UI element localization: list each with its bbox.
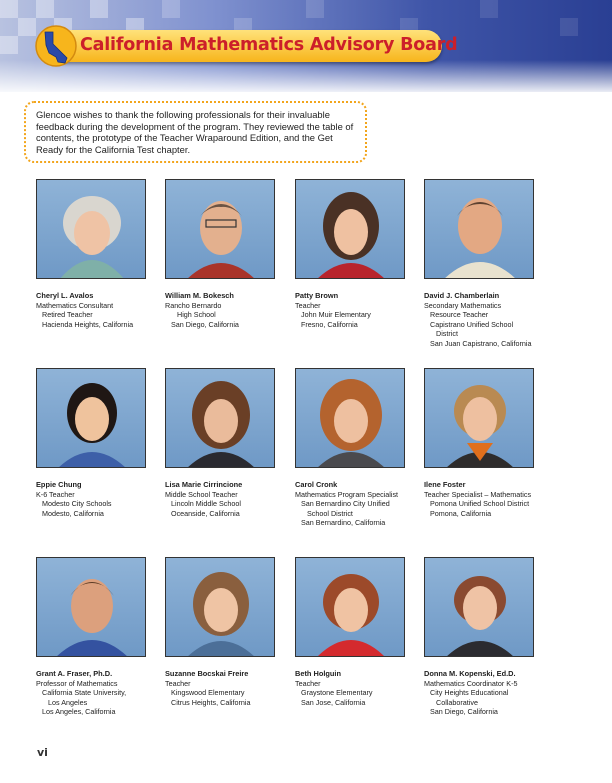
advisor-detail: Graystone Elementary xyxy=(301,688,373,698)
advisor-photo xyxy=(36,179,146,279)
advisor-name: Patty Brown xyxy=(295,291,339,300)
advisor-photo xyxy=(295,179,405,279)
advisor-detail: Fresno, California xyxy=(301,319,358,329)
advisor-card xyxy=(36,368,154,518)
advisor-detail: Teacher xyxy=(295,300,321,310)
advisor-card xyxy=(165,557,283,707)
advisor-name: Eppie Chung xyxy=(36,480,82,489)
advisor-detail: Citrus Heights, California xyxy=(171,697,251,707)
advisor-detail: Rancho Bernardo xyxy=(165,300,222,310)
advisor-name: Lisa Marie Cirrincione xyxy=(165,480,243,489)
advisor-name: William M. Bokesch xyxy=(165,291,234,300)
advisor-detail: Middle School Teacher xyxy=(165,489,238,499)
advisor-name: Suzanne Bocskai Freire xyxy=(165,669,249,678)
advisor-photo xyxy=(165,557,275,657)
advisor-detail: School District xyxy=(307,508,353,518)
advisor-card xyxy=(295,368,413,528)
advisor-detail: Pomona Unified School District xyxy=(430,499,530,509)
advisor-detail: Secondary Mathematics xyxy=(424,300,502,310)
advisor-card xyxy=(36,179,154,329)
advisor-card xyxy=(424,557,542,717)
advisor-card xyxy=(165,368,283,518)
advisor-detail: John Muir Elementary xyxy=(301,310,371,320)
advisor-detail: Modesto City Schools xyxy=(42,499,112,509)
advisor-photo xyxy=(424,557,534,657)
advisor-detail: Professor of Mathematics xyxy=(36,678,118,688)
page-title: California Mathematics Advisory Board xyxy=(80,35,458,55)
advisor-card xyxy=(295,557,413,707)
advisor-detail: Teacher xyxy=(295,678,321,688)
advisor-detail: Modesto, California xyxy=(42,508,104,518)
advisor-detail: Teacher Specialist – Mathematics xyxy=(424,489,532,499)
advisor-detail: Los Angeles xyxy=(48,697,88,707)
advisor-card xyxy=(295,179,413,329)
intro-box xyxy=(24,101,367,163)
advisor-detail: California State University, xyxy=(42,688,127,698)
advisor-detail: Kingswood Elementary xyxy=(171,688,245,698)
advisor-detail: San Diego, California xyxy=(430,707,498,717)
advisor-photo xyxy=(295,368,405,468)
advisor-card xyxy=(36,557,154,717)
advisor-detail: Pomona, California xyxy=(430,508,492,518)
advisor-detail: Los Angeles, California xyxy=(42,707,116,717)
advisor-photo xyxy=(36,557,146,657)
advisor-detail: District xyxy=(436,329,458,339)
advisor-photo xyxy=(165,368,275,468)
advisor-detail: High School xyxy=(177,310,216,320)
advisor-photo xyxy=(424,368,534,468)
intro-text: Glencoe wishes to thank the following professionals for their invaluable feedback during the development of the program. They reviewed the table of contents, the prototype of the Teacher Wraparound Edition, and the Get Ready for the California Test chapter. xyxy=(36,109,354,155)
advisor-card xyxy=(424,368,542,518)
advisor-detail: Capistrano Unified School xyxy=(430,319,514,329)
advisor-photo xyxy=(165,179,275,279)
advisor-detail: Mathematics Program Specialist xyxy=(295,489,399,499)
advisor-detail: Mathematics Coordinator K-5 xyxy=(424,678,518,688)
advisor-photo xyxy=(424,179,534,279)
advisor-name: David J. Chamberlain xyxy=(424,291,500,300)
advisor-card xyxy=(165,179,283,329)
advisor-detail: Teacher xyxy=(165,678,191,688)
advisor-card xyxy=(424,179,542,348)
advisor-detail: Mathematics Consultant xyxy=(36,300,114,310)
california-state-icon xyxy=(34,24,78,68)
advisor-detail: K-6 Teacher xyxy=(36,489,75,499)
advisor-name: Carol Cronk xyxy=(295,480,338,489)
advisor-photo xyxy=(295,557,405,657)
advisor-detail: City Heights Educational xyxy=(430,688,509,698)
advisor-detail: Oceanside, California xyxy=(171,508,240,518)
advisor-name: Cheryl L. Avalos xyxy=(36,291,94,300)
advisor-detail: San Jose, California xyxy=(301,697,366,707)
advisor-detail: Retired Teacher xyxy=(42,310,93,320)
advisor-name: Grant A. Fraser, Ph.D. xyxy=(36,669,113,678)
advisor-detail: San Diego, California xyxy=(171,319,239,329)
advisor-detail: Resource Teacher xyxy=(430,310,489,320)
page-number: vi xyxy=(37,746,48,759)
advisor-detail: San Bernardino City Unified xyxy=(301,499,390,509)
advisor-detail: Lincoln Middle School xyxy=(171,499,241,509)
advisor-detail: San Juan Capistrano, California xyxy=(430,338,532,348)
advisor-name: Ilene Foster xyxy=(424,480,466,489)
advisor-name: Donna M. Kopenski, Ed.D. xyxy=(424,669,516,678)
advisor-name: Beth Holguin xyxy=(295,669,341,678)
advisor-detail: Hacienda Heights, California xyxy=(42,319,134,329)
advisor-detail: Collaborative xyxy=(436,697,478,707)
advisor-detail: San Bernardino, California xyxy=(301,518,386,528)
advisor-photo xyxy=(36,368,146,468)
